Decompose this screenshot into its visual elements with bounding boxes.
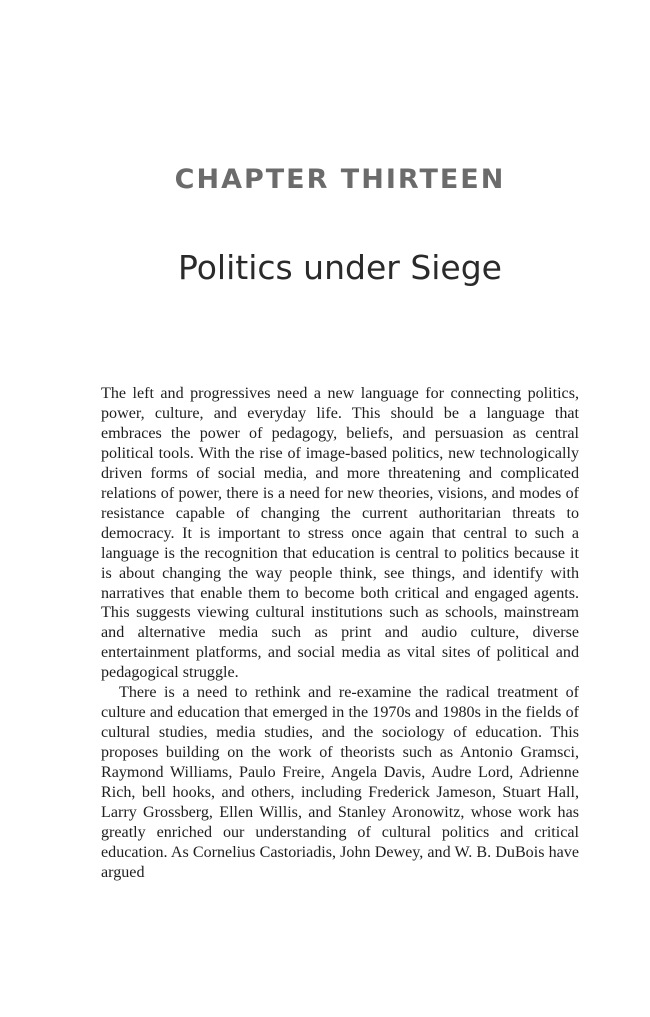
body-paragraph: The left and progressives need a new language for connecting politics, power, culture, and everyday life. This should be a language that embraces the power of pedagogy, beliefs, and persuasion as central political tools. With the rise of image-based politics, new technologically driven forms of social media, and more threatening and complicated relations of power, there is a need for new theories, visions, and modes of resistance capable of changing the current authoritarian threats to democracy. It is important to stress once again that central to such a language is the recognition that education is central to politics because it is about changing the way people think, see things, and identify with narratives that enable them to become both critical and engaged agents. This suggests viewing cultural institutions such as schools, mainstream and alternative media such as print and audio culture, diverse entertainment platforms, and social media as vital sites of political and pedagogical struggle. bbox=[101, 385, 579, 682]
chapter-body bbox=[101, 384, 579, 883]
chapter-title: Politics under Siege bbox=[178, 248, 502, 287]
chapter-number-heading: CHAPTER THIRTEEN bbox=[174, 164, 506, 195]
body-paragraph: There is a need to rethink and re-examine the radical treatment of culture and education that emerged in the 1970s and 1980s in the fields of cultural studies, media studies, and the sociology of education. This proposes building on the work of theorists such as Antonio Gramsci, Raymond Williams, Paulo Freire, Angela Davis, Audre Lord, Adrienne Rich, bell hooks, and others, including Frederick Jameson, Stuart Hall, Larry Grossberg, Ellen Willis, and Stanley Aronowitz, whose work has greatly enriched our understanding of cultural politics and critical education. As Cornelius Castoriadis, John Dewey, and W. B. DuBois have argued bbox=[101, 684, 579, 881]
